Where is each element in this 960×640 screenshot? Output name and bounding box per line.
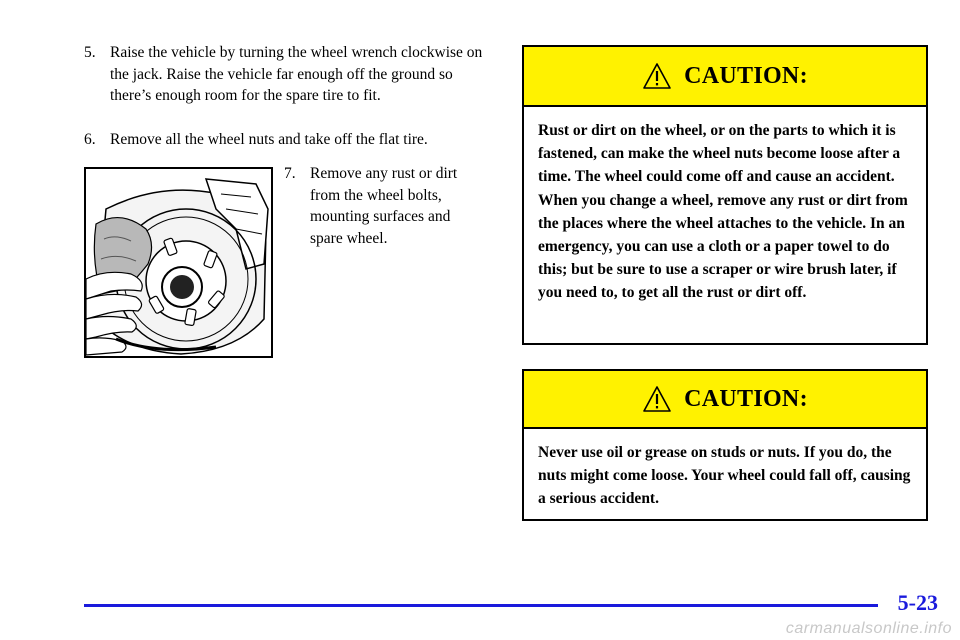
footer-divider	[84, 604, 878, 607]
caution-box-oil-grease	[522, 369, 928, 521]
instruction-step-5	[84, 42, 484, 107]
instruction-step-6	[84, 129, 494, 151]
caution-box-rust	[522, 45, 928, 345]
step-number: 5.	[84, 44, 96, 61]
page-number: 5-23	[897, 590, 938, 615]
step-number: 6.	[84, 131, 96, 148]
step-text: Raise the vehicle by turning the wheel wrench clockwise on the jack. Raise the vehicle far enough off the ground so there’s enough room for the spare tire to fit.	[110, 44, 483, 104]
warning-triangle-icon	[642, 61, 672, 91]
instruction-step-7	[284, 163, 484, 249]
warning-triangle-icon	[642, 384, 672, 414]
step-text: Remove all the wheel nuts and take off the flat tire.	[110, 131, 428, 148]
caution-header	[524, 47, 926, 107]
wheel-hub-cleaning-illustration	[84, 167, 273, 358]
caution-title: CAUTION:	[684, 385, 808, 412]
step-number: 7.	[284, 165, 296, 182]
caution-text: Never use oil or grease on studs or nuts. If you do, the nuts might come loose. Your wheel could fall off, causing a serious accident.	[538, 444, 911, 508]
step-text: Remove any rust or dirt from the wheel bolts, mounting surfaces and spare wheel.	[310, 165, 458, 247]
watermark-text: carmanualsonline.info	[785, 620, 952, 637]
caution-title: CAUTION:	[684, 62, 808, 89]
wheel-hub-drawing	[86, 169, 271, 356]
caution-header	[524, 371, 926, 429]
caution-text: Rust or dirt on the wheel, or on the parts to which it is fastened, can make the wheel nuts become loose after a time. The wheel could come off and cause an accident. When you change a wheel, remove any rust or dirt from the places where the wheel attaches to the vehicle. In an emergency, you can use a cloth or a paper towel to do this; but be sure to use a scraper or wire brush later, if you need to, to get all the rust or dirt off.	[538, 122, 908, 302]
